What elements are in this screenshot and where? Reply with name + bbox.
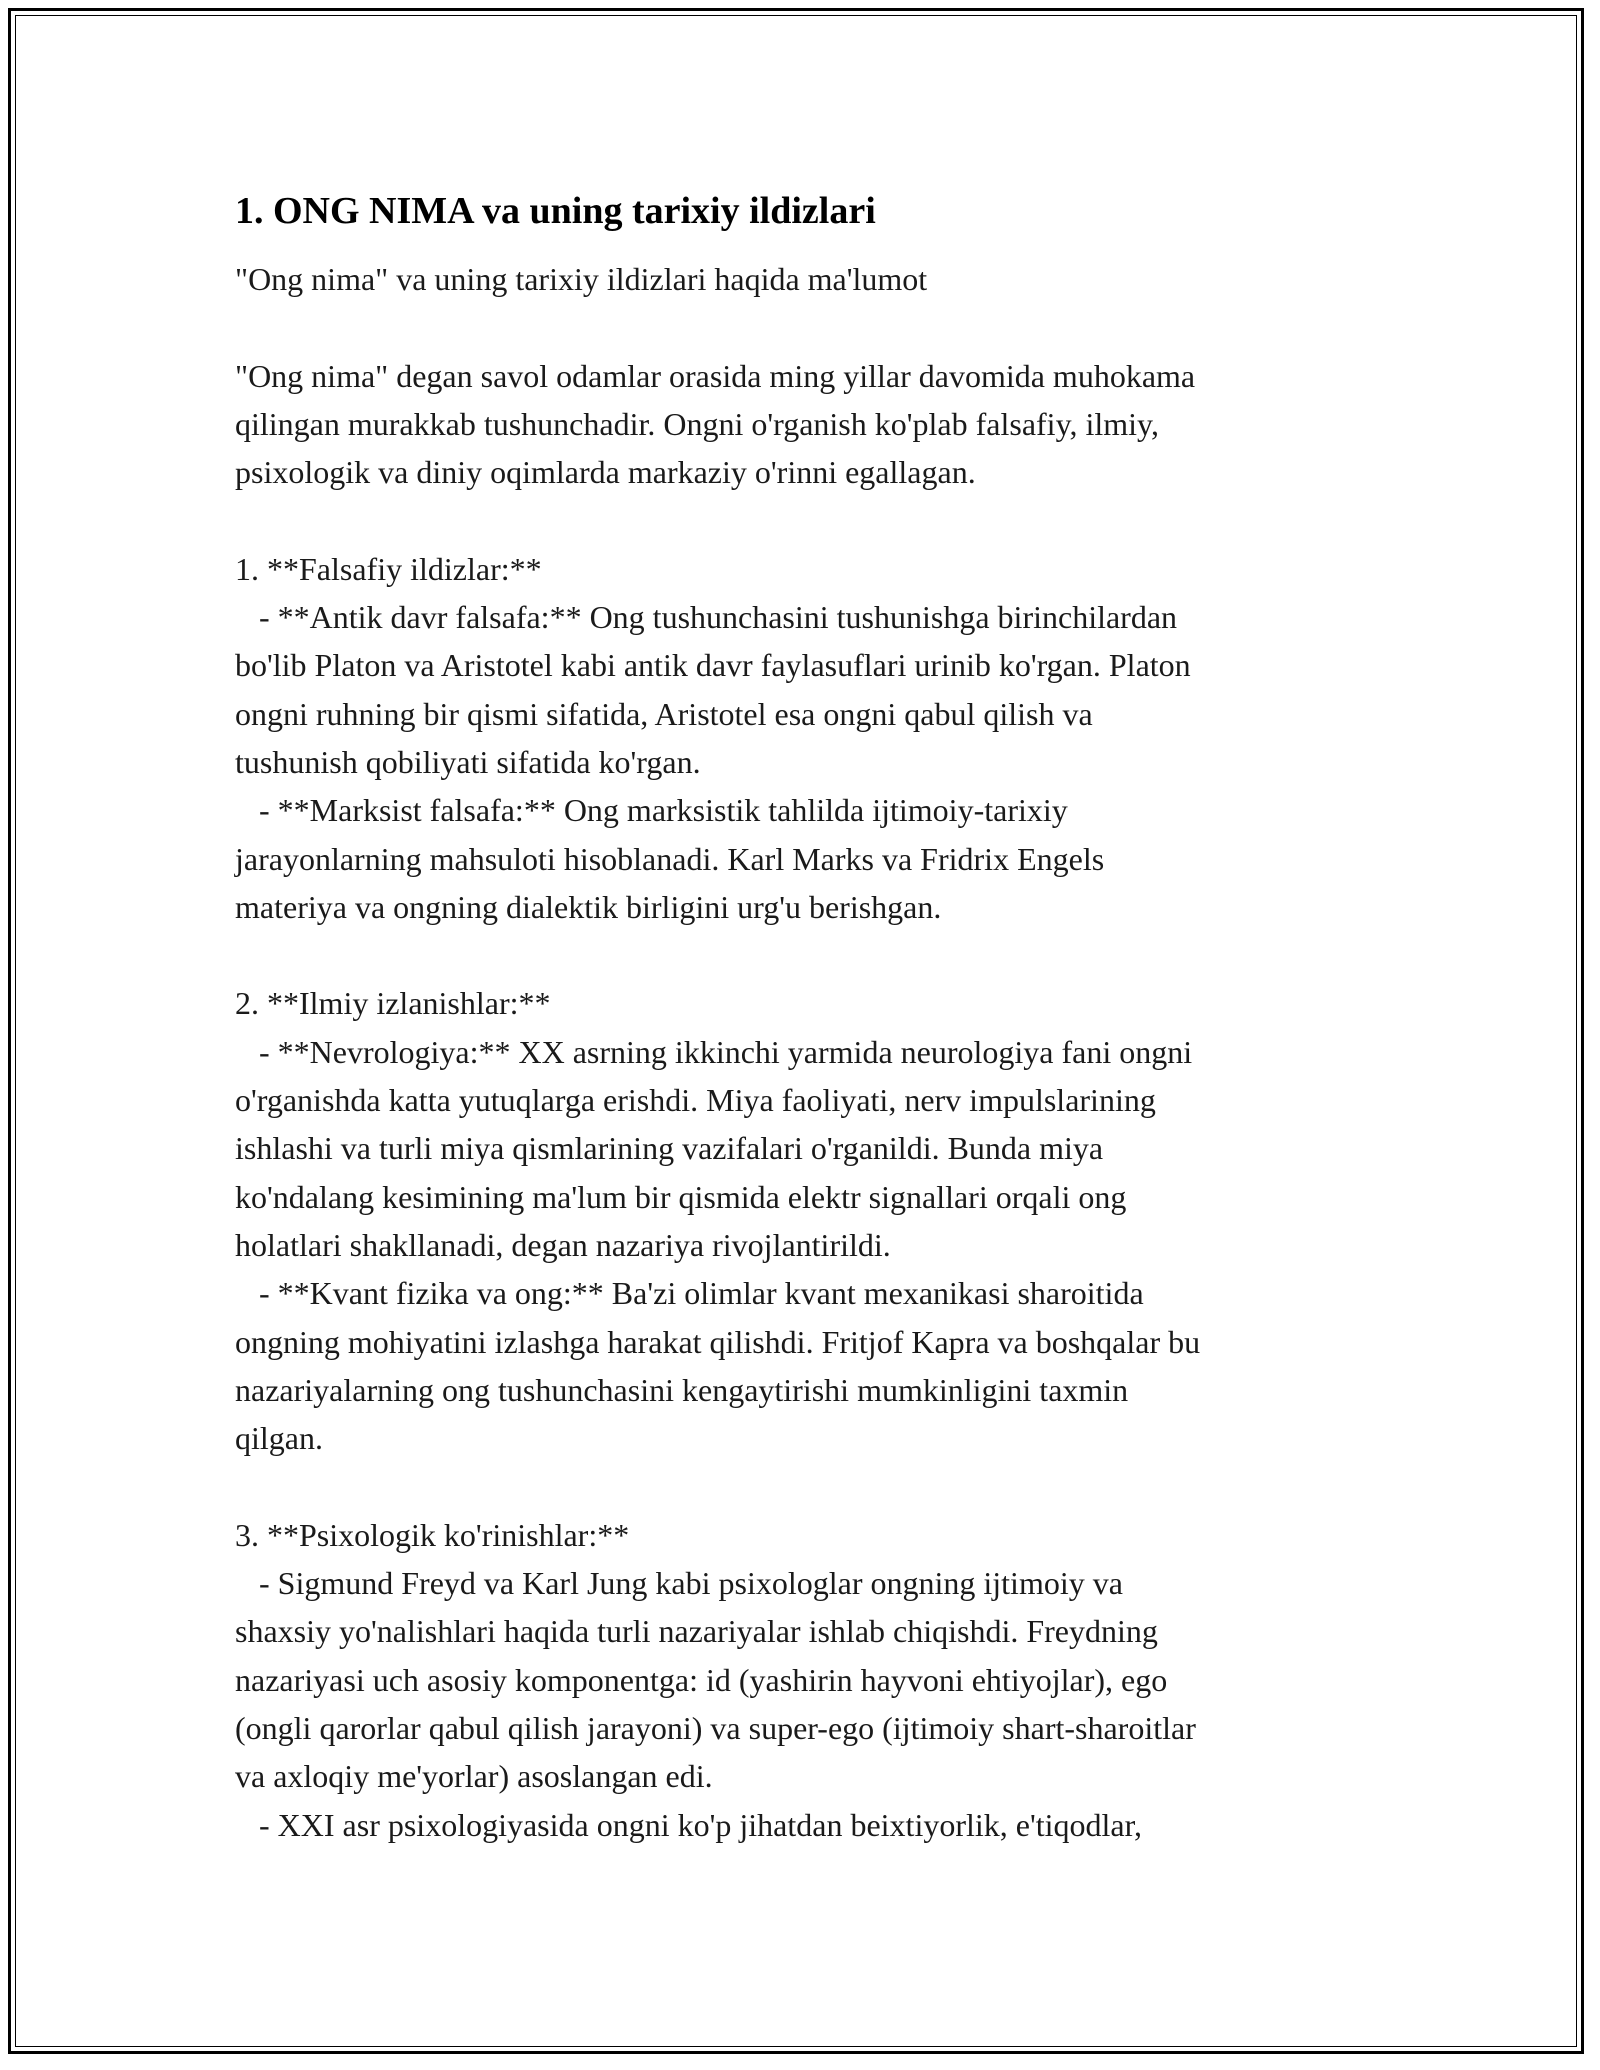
document-body bbox=[235, 185, 1365, 1849]
intro-paragraph: "Ong nima" degan savol odamlar orasida ming yillar davomida muhokama qilingan murakkab tushunchadir. Ongni o'rganish ko'plab falsafiy, ilmiy, psixologik va diniy oqimlarda markaziy o'rinni egallagan. bbox=[235, 357, 1196, 491]
section-psychological-views: 3. **Psixologik ko'rinishlar:** - Sigmund Freyd va Karl Jung kabi psixologlar ongning ijtimoiy va shaxsiy yo'nalishlari haqida turli nazariyalar ishlab chiqishdi. Freydning nazariyasi uch asosiy komponentga: id (yashirin hayvoni ehtiyojlar), ego (ongli qarorlar qabul qilish jarayoni) va super-ego (ijtimoiy shart-sharoitlar va axloqiy me'yorlar) asoslangan edi. - XXI asr psixologiyasida ongni ko'p jihatdan beixtiyorlik, e'tiqodlar, bbox=[235, 1516, 1196, 1843]
document-subtitle: "Ong nima" va uning tarixiy ildizlari haqida ma'lumot bbox=[235, 261, 928, 297]
paragraph-gap bbox=[235, 931, 1365, 979]
paragraph-gap bbox=[235, 303, 1365, 351]
paragraph-gap bbox=[235, 496, 1365, 544]
paragraph-gap bbox=[235, 1462, 1365, 1510]
section-philosophical-roots: 1. **Falsafiy ildizlar:** - **Antik davr falsafa:** Ong tushunchasini tushunishga birinchilardan bo'lib Platon va Aristotel kabi antik davr faylasuflari urinib ko'rgan. Platon ongni ruhning bir qismi sifatida, Aristotel esa ongni qabul qilish va tushunish qobiliyati sifatida ko'rgan. - **Marksist falsafa:** Ong marksistik tahlilda ijtimoiy-tarixiy jarayonlarning mahsuloti hisoblanadi. Karl Marks va Fridrix Engels materiya va ongning dialektik birligini urg'u berishgan. bbox=[235, 550, 1191, 925]
document-title: 1. ONG NIMA va uning tarixiy ildizlari bbox=[235, 190, 876, 232]
section-scientific-research: 2. **Ilmiy izlanishlar:** - **Nevrologiya:** XX asrning ikkinchi yarmida neurologiya fani ongni o'rganishda katta yutuqlarga erishdi. Miya faoliyati, nerv impulslarining ishlashi va turli miya qismlarining vazifalari o'rganildi. Bunda miya ko'ndalang kesimining ma'lum bir qismida elektr signallari orqali ong holatlari shakllanadi, degan nazariya rivojlantirildi. - **Kvant fizika va ong:** Ba'zi olimlar kvant mexanikasi sharoitida ongning mohiyatini izlashga harakat qilishdi. Fritjof Kapra va boshqalar bu nazariyalarning ong tushunchasini kengaytirishi mumkinligini taxmin qilgan. bbox=[235, 985, 1201, 1457]
